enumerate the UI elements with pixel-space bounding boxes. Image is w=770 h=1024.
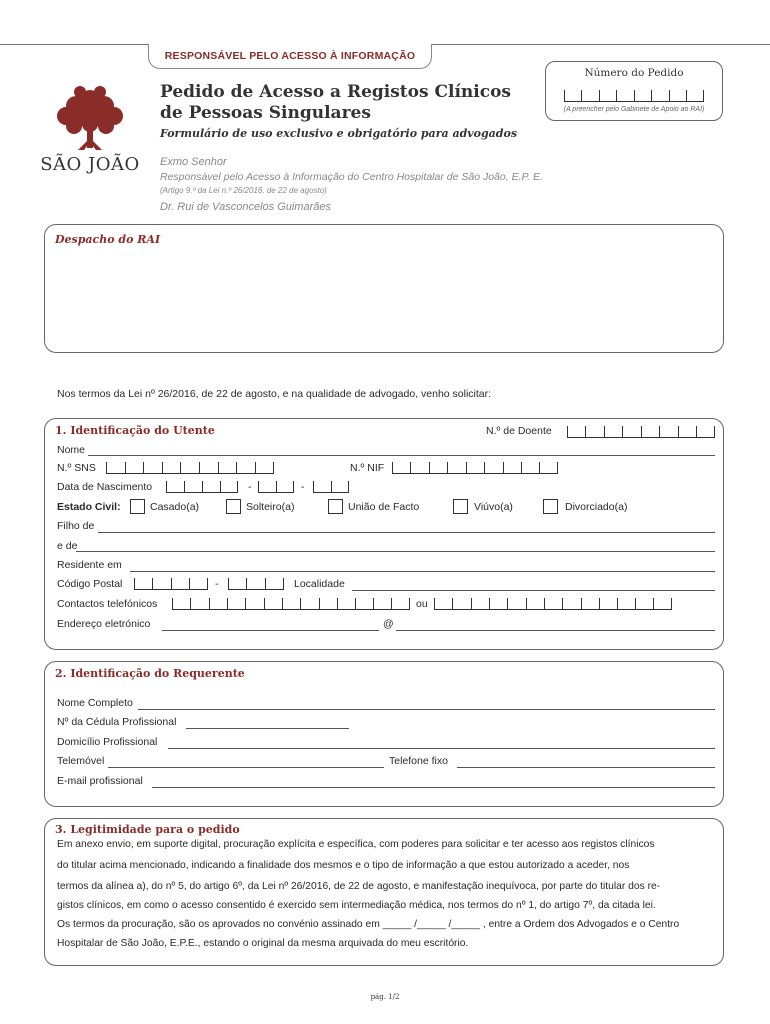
legitimacy-line-1: Em anexo envio, em suporte digital, procuração explícita e específica, com poderes para solicitar e ter acesso aos registos clínicos	[57, 839, 655, 850]
birth-month-field[interactable]	[258, 481, 294, 493]
section2-box	[44, 661, 724, 807]
domicile-field[interactable]	[168, 748, 715, 749]
form-title-line2: de Pessoas Singulares	[160, 103, 371, 123]
section2-title: 2. Identificação do Requerente	[55, 667, 245, 680]
birth-date-label: Data de Nascimento	[57, 481, 153, 493]
cedula-label: Nº da Cédula Profissional	[57, 716, 177, 728]
full-name-field[interactable]	[138, 709, 715, 710]
pro-email-label: E-mail profissional	[57, 775, 143, 787]
header-tab-title: RESPONSÁVEL PELO ACESSO À INFORMAÇÃO	[164, 50, 416, 62]
civil-status-label: Estado Civil:	[57, 501, 121, 513]
legitimacy-line-5: Os termos da procuração, são os aprovados no convénio assinado em _____ /_____ /_____ , entre a Ordem dos Advogados e o Centro	[57, 919, 680, 930]
patient-number-label: N.º de Doente	[486, 425, 552, 437]
postal-code-suffix-field[interactable]	[228, 578, 284, 590]
mobile-label: Telemóvel	[57, 755, 105, 767]
postal-code-dash: -	[215, 578, 219, 590]
pro-email-field[interactable]	[152, 787, 715, 788]
rai-dispatch-box	[44, 224, 724, 353]
tree-logo-icon	[40, 80, 140, 155]
civil-single-checkbox[interactable]	[226, 499, 241, 514]
sns-field[interactable]	[106, 462, 274, 474]
civil-married-checkbox[interactable]	[130, 499, 145, 514]
full-name-label: Nome Completo	[57, 697, 133, 709]
landline-field[interactable]	[457, 767, 715, 768]
civil-divorced-checkbox[interactable]	[543, 499, 558, 514]
form-title-line1: Pedido de Acesso a Registos Clínicos	[160, 82, 512, 102]
email-domain-field[interactable]	[396, 630, 715, 631]
section3-title: 3. Legitimidade para o pedido	[55, 823, 240, 836]
civil-married-label: Casado(a)	[150, 501, 200, 513]
order-number-note: (A preencher pelo Gabinete de Apoio ao RAI)	[563, 106, 705, 113]
civil-divorced-label: Divorciado(a)	[565, 501, 628, 513]
addressee-name: Dr. Rui de Vasconcelos Guimarães	[160, 201, 331, 213]
sns-label: N.º SNS	[57, 462, 96, 474]
landline-label: Telefone fixo	[389, 755, 448, 767]
resident-field[interactable]	[130, 571, 715, 572]
order-number-field[interactable]	[564, 90, 704, 102]
civil-widowed-checkbox[interactable]	[453, 499, 468, 514]
birth-dash-2: -	[301, 481, 305, 493]
top-rule-right	[430, 44, 770, 45]
nif-field[interactable]	[392, 462, 558, 474]
email-at: @	[383, 618, 394, 630]
legitimacy-line-2: do titular acima mencionado, indicando a finalidade dos mesmos e o tipo de informação a que estou autorizado a aceder, nos	[57, 860, 630, 871]
header-tab	[148, 44, 432, 69]
phones-label: Contactos telefónicos	[57, 598, 158, 610]
postal-code-main-field[interactable]	[134, 578, 208, 590]
legitimacy-line-3: termos da alínea a), do nº 5, do artigo 6º, da Lei nº 26/2016, de 22 de agosto, e manifestação inequívoca, por parte do titular dos re-	[57, 881, 661, 892]
birth-dash-1: -	[248, 481, 252, 493]
addressee-role: Responsável pelo Acesso à Informação do Centro Hospitalar de São João, E.P. E.	[160, 171, 543, 183]
birth-year-field[interactable]	[313, 481, 349, 493]
email-user-field[interactable]	[162, 630, 379, 631]
top-rule-left	[0, 44, 148, 45]
addressee-salutation: Exmo Senhor	[160, 156, 227, 168]
section1-box	[44, 418, 724, 650]
locality-field[interactable]	[352, 590, 715, 591]
name-field[interactable]	[88, 455, 715, 456]
rai-dispatch-label: Despacho do RAI	[55, 233, 161, 246]
logo	[40, 80, 140, 180]
child-of-label: Filho de	[57, 520, 95, 532]
phone2-field[interactable]	[434, 598, 672, 610]
order-number-box	[545, 61, 723, 121]
cedula-field[interactable]	[186, 728, 349, 729]
civil-union-label: União de Facto	[348, 501, 420, 513]
domicile-label: Domicílio Profissional	[57, 736, 158, 748]
addressee-law-ref: (Artigo 9.º da Lei n.º 26/2016, de 22 de agosto)	[160, 186, 327, 195]
civil-union-checkbox[interactable]	[328, 499, 343, 514]
legitimacy-line-6: Hospitalar de São João, E.P.E., estando o original da mesma arquivada do meu escritório.	[57, 938, 469, 949]
patient-number-field[interactable]	[567, 426, 715, 438]
child-of-field[interactable]	[98, 532, 715, 533]
birth-day-field[interactable]	[166, 481, 238, 493]
phones-or: ou	[416, 598, 428, 610]
phone1-field[interactable]	[172, 598, 410, 610]
locality-label: Localidade	[294, 578, 345, 590]
nif-label: N.º NIF	[350, 462, 385, 474]
civil-single-label: Solteiro(a)	[246, 501, 295, 513]
email-label: Endereço eletrónico	[57, 618, 151, 630]
form-subtitle: Formulário de uso exclusivo e obrigatório para advogados	[160, 127, 518, 140]
name-label: Nome	[57, 444, 86, 456]
mobile-field[interactable]	[108, 767, 384, 768]
logo-text: SÃO JOÃO	[40, 154, 140, 175]
legitimacy-line-4: gistos clínicos, em como o acesso consentido é exercido sem intermediação médica, nos termos do nº 1, do artigo 7º, da citada lei.	[57, 900, 656, 911]
postal-code-label: Código Postal	[57, 578, 123, 590]
page-number: pág. 1/2	[370, 993, 400, 1001]
and-of-label: e de	[57, 540, 78, 552]
order-number-label: Número do Pedido	[584, 67, 684, 79]
resident-label: Residente em	[57, 559, 122, 571]
intro-text: Nos termos da Lei nº 26/2016, de 22 de agosto, e na qualidade de advogado, venho solicitar:	[57, 388, 492, 400]
and-of-field[interactable]	[76, 551, 715, 552]
section1-title: 1. Identificação do Utente	[55, 424, 215, 437]
civil-widowed-label: Viúvo(a)	[474, 501, 513, 513]
rai-dispatch-area[interactable]	[55, 251, 711, 343]
